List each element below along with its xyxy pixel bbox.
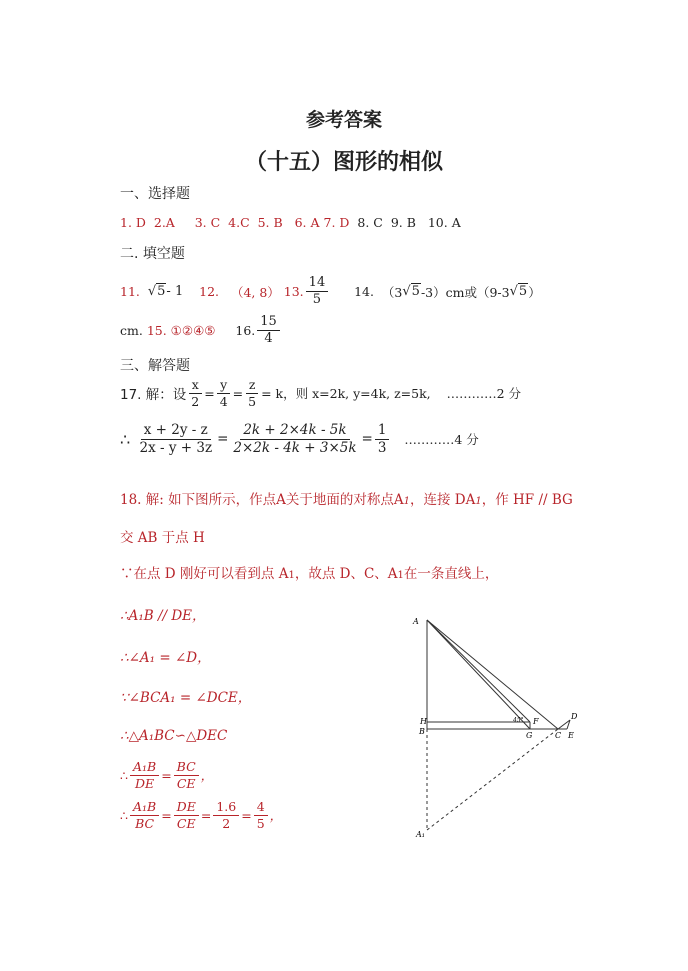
q12-answer: （4, 8） [230, 284, 280, 300]
label-f: F [533, 717, 539, 726]
q11-tail: - 1 [166, 284, 184, 300]
q18-step5: ∴ $\frac{\text{A₁B}}{DE}$ = $\frac{BC}{CE}$ ， [120, 759, 214, 791]
q14-part-b: -3）cm或（9-3 [420, 284, 510, 300]
answer-item: 10. A [427, 215, 461, 230]
q18-step6: ∴ $\frac{\text{A₁B}}{BC}$ = $\frac{DE}{CE}$ = $\frac{1.6}{2}$ = $\frac{4}{5}$ ， [120, 799, 283, 831]
q18-s5-frac2: $\frac{BC}{CE}$ [174, 760, 199, 791]
q16-fraction: $\frac{15}{4}$ [257, 315, 280, 347]
q15-answer: 15. ①②④⑤ [146, 323, 216, 339]
answer-item: 5. B [257, 215, 283, 230]
q18-line1c: ，作 HF // BG [481, 492, 573, 508]
label-g: G [526, 731, 533, 740]
answer-item: 4.C [228, 215, 250, 230]
q17-line1: 17. 解：设 $\frac{x}{2}$ = $\frac{y}{4}$ = $\frac{z}{5}$ = k，则 x=2k, y=4k, z=5k, …………2 分 [120, 377, 521, 409]
q18-s6-frac1: $\frac{\text{A₁B}}{BC}$ [130, 800, 159, 831]
q14-part-c: ） [528, 284, 541, 300]
q17-frac-z: $\frac{z}{5}$ [245, 378, 259, 409]
answer-item: 8. C [357, 215, 383, 230]
section-heading-solve: 三、解答题 [120, 358, 190, 374]
q18-step3: ∵∠BCA₁ = ∠DCE， [120, 690, 252, 706]
q17-frac-expr: $\frac{x + 2y - z}{2x - y + 3z}$ [139, 422, 213, 456]
segment-a1c [427, 729, 558, 830]
q11-label: 11. [120, 284, 140, 300]
q18-line3: ∵在点 D 刚好可以看到点 A1，故点 D、C、A1在一条直线上， [120, 566, 499, 582]
q12-label: 12. [199, 284, 220, 300]
q18-line1: 18. 解: 如下图所示，作点A关于地面的对称点A1，连接 DA1，作 HF // BG [120, 492, 573, 508]
chapter-title: （十五）图形的相似 [244, 150, 443, 175]
q17-line2: ∴ $\frac{x + 2y - z}{2x - y + 3z}$ = $\frac{2k + 2\times 4k - 5k}{2\times 2k - 4k + 3\times 5k}$ = $\frac{1}{3}$ …………4 分 [120, 422, 479, 456]
geometry-figure [405, 612, 590, 842]
answer-item: 9. B [390, 215, 416, 230]
label-b: B [419, 727, 425, 736]
q17-frac-x: $\frac{x}{2}$ [188, 378, 202, 409]
q16-label: 16. [235, 323, 256, 339]
fill-answers-row2 [120, 315, 282, 347]
q18-line2: 交 AB 于点 H [120, 530, 205, 546]
q17-score1: …………2 分 [446, 386, 521, 402]
answer-item: 7. D [323, 215, 350, 230]
answer-title: 参考答案 [305, 109, 382, 131]
q14-part-a: （3 [381, 284, 403, 300]
q17-score2: …………4 分 [404, 432, 479, 448]
q17-frac-result: $\frac{1}{3}$ [375, 423, 390, 456]
answer-item: 3. C [194, 215, 221, 230]
q18-step1: ∴A₁B // DE， [120, 608, 206, 624]
section-heading-choice: 一、选择题 [120, 186, 190, 202]
q13-fraction: $\frac{14}{5}$ [306, 276, 329, 308]
label-c: C [555, 731, 562, 740]
q14-label: 14. [354, 284, 374, 300]
sqrt-symbol: √5 [402, 284, 420, 300]
q18-s5-frac1: $\frac{\text{A₁B}}{DE}$ [130, 760, 159, 791]
sqrt-symbol: √5 [147, 284, 166, 300]
section-heading-fill: 二. 填空题 [120, 246, 185, 262]
choice-answers [120, 215, 461, 230]
q18-line1b: ，连接 DA [409, 492, 476, 508]
q14-unit: cm. [120, 323, 143, 339]
q17-frac-subst: $\frac{2k + 2\times 4k - 5k}{2\times 2k - 4k + 3\times 5k}$ [233, 422, 357, 456]
q18-s6-frac3: $\frac{1.6}{2}$ [213, 800, 239, 831]
label-a: A [413, 617, 419, 626]
segment-ag [427, 620, 530, 729]
q17-label: 17. 解：设 [120, 387, 187, 404]
answer-item: 1. D [120, 215, 146, 230]
answer-item: 6. A [294, 215, 320, 230]
segment-af [427, 620, 530, 722]
segment-ac [427, 620, 558, 729]
answer-item: 2.A [153, 215, 175, 230]
q17-frac-y: $\frac{y}{4}$ [217, 378, 231, 409]
q11-radicand: 5 [157, 284, 166, 300]
label-e: E [568, 731, 574, 740]
q18-step4: ∴△A₁BC∽△DEC [120, 728, 228, 744]
label-angle: 45° [513, 717, 524, 724]
q18-s6-frac2: $\frac{DE}{CE}$ [174, 800, 199, 831]
q17-tail: = k，则 x=2k, y=4k, z=5k, [261, 386, 431, 402]
sqrt-symbol: √5 [509, 284, 528, 300]
therefore-symbol: ∴ [120, 429, 131, 449]
q13-label: 13. [283, 284, 304, 300]
q18-step2: ∴∠A₁ = ∠D， [120, 650, 211, 666]
q18-s6-frac4: $\frac{4}{5}$ [254, 800, 268, 831]
label-d: D [571, 712, 578, 721]
fill-answers-row1 [120, 276, 541, 308]
q18-line1a: 18. 解: 如下图所示，作点A关于地面的对称点A [120, 492, 404, 508]
label-h: H [420, 717, 427, 726]
label-a1: A₁ [416, 830, 425, 839]
